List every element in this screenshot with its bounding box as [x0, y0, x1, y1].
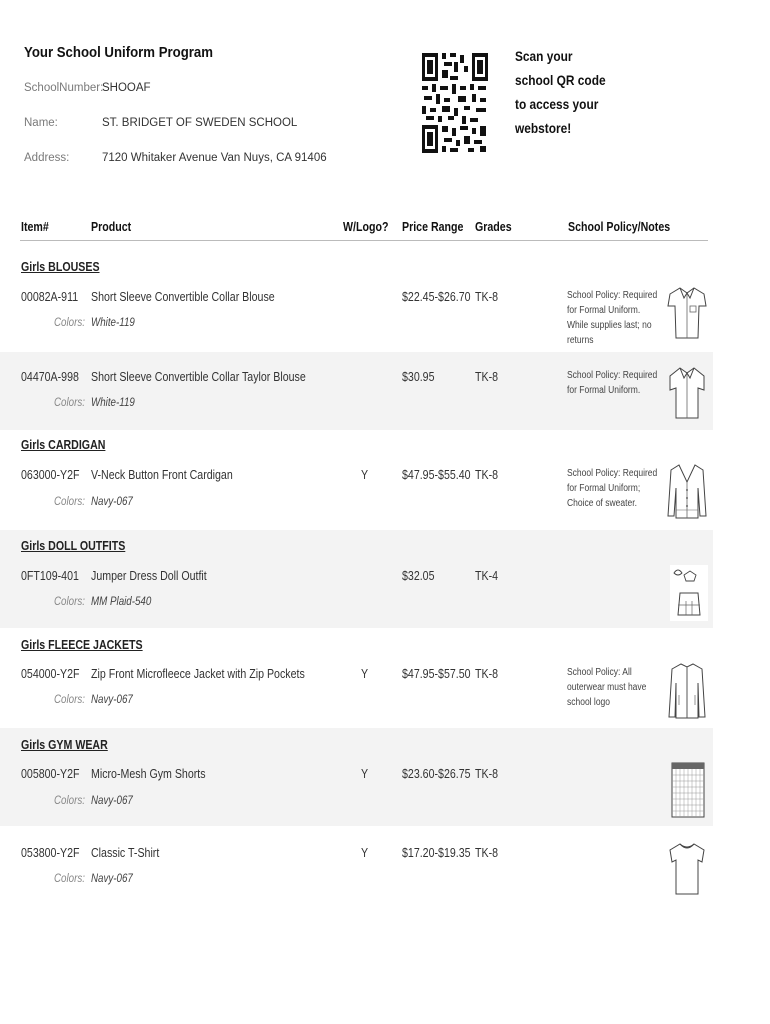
address-label: Address:	[24, 152, 70, 164]
colors-value: White-119	[91, 317, 135, 329]
product-name: Classic T-Shirt	[91, 846, 160, 860]
colors-value: Navy-067	[91, 873, 133, 885]
colors-label: Colors:	[54, 397, 85, 409]
colors-label: Colors:	[54, 694, 85, 706]
item-number: 054000-Y2F	[21, 667, 80, 681]
colors-value: Navy-067	[91, 694, 133, 706]
doll-outfit-icon	[666, 563, 708, 621]
item-number: 063000-Y2F	[21, 468, 80, 482]
shorts-icon	[666, 761, 708, 819]
colors-label: Colors:	[54, 317, 85, 329]
product-name: Short Sleeve Convertible Collar Taylor Blouse	[91, 370, 306, 384]
section-title-fleece-jackets[interactable]: Girls FLEECE JACKETS	[21, 638, 143, 652]
price-range: $22.45-$26.70	[402, 290, 471, 304]
product-name: Zip Front Microfleece Jacket with Zip Pockets	[91, 667, 305, 681]
school-number-label: SchoolNumber:	[24, 82, 104, 94]
school-name-value: ST. BRIDGET OF SWEDEN SCHOOL	[102, 117, 298, 129]
item-number: 04470A-998	[21, 370, 79, 384]
qr-code-icon[interactable]	[420, 50, 490, 156]
grades: TK-8	[475, 846, 499, 860]
logo-flag: Y	[361, 468, 369, 482]
item-number: 00082A-911	[21, 290, 79, 304]
logo-flag: Y	[361, 846, 369, 860]
column-header-notes: School Policy/Notes	[568, 220, 671, 234]
scan-text-line: school QR code	[515, 72, 606, 88]
grades: TK-8	[475, 290, 499, 304]
section-title-gym-wear[interactable]: Girls GYM WEAR	[21, 738, 108, 752]
column-header-logo: W/Logo?	[343, 220, 389, 234]
item-number: 0FT109-401	[21, 569, 79, 583]
price-range: $23.60-$26.75	[402, 767, 471, 781]
policy-notes: School Policy: Required for Formal Uniform; Choice of sweater.	[567, 468, 658, 509]
section-title-doll-outfits[interactable]: Girls DOLL OUTFITS	[21, 539, 126, 553]
item-number: 005800-Y2F	[21, 767, 80, 781]
grades: TK-4	[475, 569, 499, 583]
blouse-icon	[666, 364, 708, 422]
jacket-icon	[666, 661, 708, 719]
price-range: $47.95-$57.50	[402, 667, 471, 681]
price-range: $17.20-$19.35	[402, 846, 471, 860]
section-title-blouses[interactable]: Girls BLOUSES	[21, 260, 100, 274]
colors-label: Colors:	[54, 795, 85, 807]
price-range: $32.05	[402, 569, 435, 583]
tshirt-icon	[666, 840, 708, 898]
colors-value: MM Plaid-540	[91, 596, 152, 608]
school-number-value: SHOOAF	[102, 82, 151, 94]
grades: TK-8	[475, 767, 499, 781]
product-name: Short Sleeve Convertible Collar Blouse	[91, 290, 275, 304]
policy-notes: School Policy: Required for Formal Uniform.	[567, 370, 658, 396]
header-divider	[20, 240, 708, 241]
item-number: 053800-Y2F	[21, 846, 80, 860]
scan-qr-instructions	[515, 44, 617, 140]
policy-notes: School Policy: Required for Formal Uniform. While supplies last; no returns	[567, 290, 658, 346]
colors-value: White-119	[91, 397, 135, 409]
logo-flag: Y	[361, 767, 369, 781]
price-range: $30.95	[402, 370, 435, 384]
grades: TK-8	[475, 468, 499, 482]
price-range: $47.95-$55.40	[402, 468, 471, 482]
section-title-cardigan[interactable]: Girls CARDIGAN	[21, 438, 106, 452]
logo-flag: Y	[361, 667, 369, 681]
address-value: 7120 Whitaker Avenue Van Nuys, CA 91406	[102, 152, 327, 164]
policy-notes: School Policy: All outerwear must have school logo	[567, 667, 647, 708]
scan-text-line: Scan your	[515, 48, 573, 64]
scan-text-line: webstore!	[515, 120, 572, 136]
colors-label: Colors:	[54, 596, 85, 608]
cardigan-icon	[666, 462, 708, 520]
column-header-price: Price Range	[402, 220, 464, 234]
colors-value: Navy-067	[91, 795, 133, 807]
page-title: Your School Uniform Program	[24, 44, 213, 61]
product-name: V-Neck Button Front Cardigan	[91, 468, 233, 482]
grades: TK-8	[475, 667, 499, 681]
school-name-label: Name:	[24, 117, 58, 129]
product-name: Jumper Dress Doll Outfit	[91, 569, 207, 583]
colors-value: Navy-067	[91, 496, 133, 508]
colors-label: Colors:	[54, 496, 85, 508]
colors-label: Colors:	[54, 873, 85, 885]
blouse-icon	[666, 284, 708, 342]
column-header-item: Item#	[21, 220, 49, 234]
grades: TK-8	[475, 370, 499, 384]
scan-text-line: to access your	[515, 96, 599, 112]
column-header-grades: Grades	[475, 220, 512, 234]
column-header-product: Product	[91, 220, 132, 234]
product-name: Micro-Mesh Gym Shorts	[91, 767, 206, 781]
